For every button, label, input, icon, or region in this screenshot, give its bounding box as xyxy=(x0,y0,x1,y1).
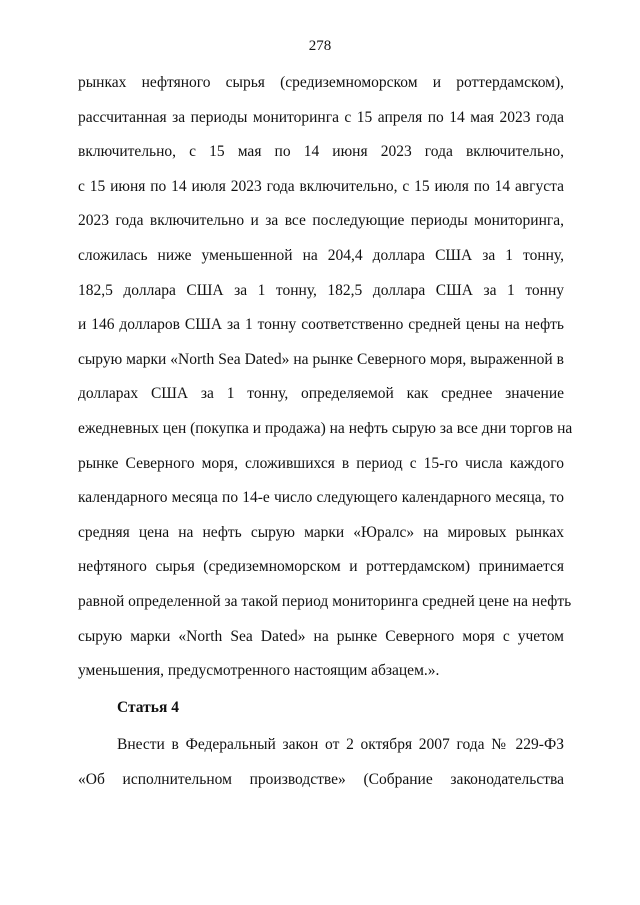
text-line: рынках нефтяного сырья (средиземноморском и роттердамском), xyxy=(78,74,564,91)
text-line: ежедневных цен (покупка и продажа) на нефть сырую за все дни торгов на xyxy=(78,419,573,437)
text-line: включительно, с 15 мая по 14 июня 2023 года включительно, xyxy=(78,143,564,161)
text-line: с 15 июня по 14 июля 2023 года включительно, с 15 июля по 14 августа xyxy=(78,177,564,195)
paragraph-article-4 xyxy=(78,728,564,797)
text-line: 182,5 доллара США за 1 тонну, 182,5 доллара США за 1 тонну xyxy=(78,281,564,299)
text-line: календарного месяца по 14-е число следующего календарного месяца, то xyxy=(78,489,564,507)
text-line: Внести в Федеральный закон от 2 октября 2007 года № 229-ФЗ xyxy=(117,736,564,753)
page-number: 278 xyxy=(308,38,332,54)
text-line: равной определенной за такой период мониторинга средней цене на нефть xyxy=(78,592,572,610)
text-line: сырую марки «North Sea Dated» на рынке Северного моря, выраженной в xyxy=(78,350,564,368)
paragraph-amendment-text xyxy=(78,66,573,689)
text-line: рассчитанная за периоды мониторинга с 15 апреля по 14 мая 2023 года xyxy=(78,108,564,126)
text-line: уменьшения, предусмотренного настоящим абзацем.». xyxy=(78,662,440,680)
text-line: «Об исполнительном производстве» (Собрание законодательства xyxy=(78,770,564,788)
text-line: рынке Северного моря, сложившихся в период с 15-го числа каждого xyxy=(78,454,564,472)
text-line: и 146 долларов США за 1 тонну соответственно средней цены на нефть xyxy=(78,316,564,334)
text-line: сложилась ниже уменьшенной на 204,4 доллара США за 1 тонну, xyxy=(78,246,564,264)
text-line: нефтяного сырья (средиземноморском и роттердамском) принимается xyxy=(78,558,564,576)
text-line: долларах США за 1 тонну, определяемой как среднее значение xyxy=(78,385,564,403)
article-heading: Статья 4 xyxy=(117,699,179,716)
text-line: 2023 года включительно и за все последующие периоды мониторинга, xyxy=(78,212,564,230)
text-line: средняя цена на нефть сырую марки «Юралс» на мировых рынках xyxy=(78,523,564,541)
text-line: сырую марки «North Sea Dated» на рынке Северного моря с учетом xyxy=(78,627,564,645)
